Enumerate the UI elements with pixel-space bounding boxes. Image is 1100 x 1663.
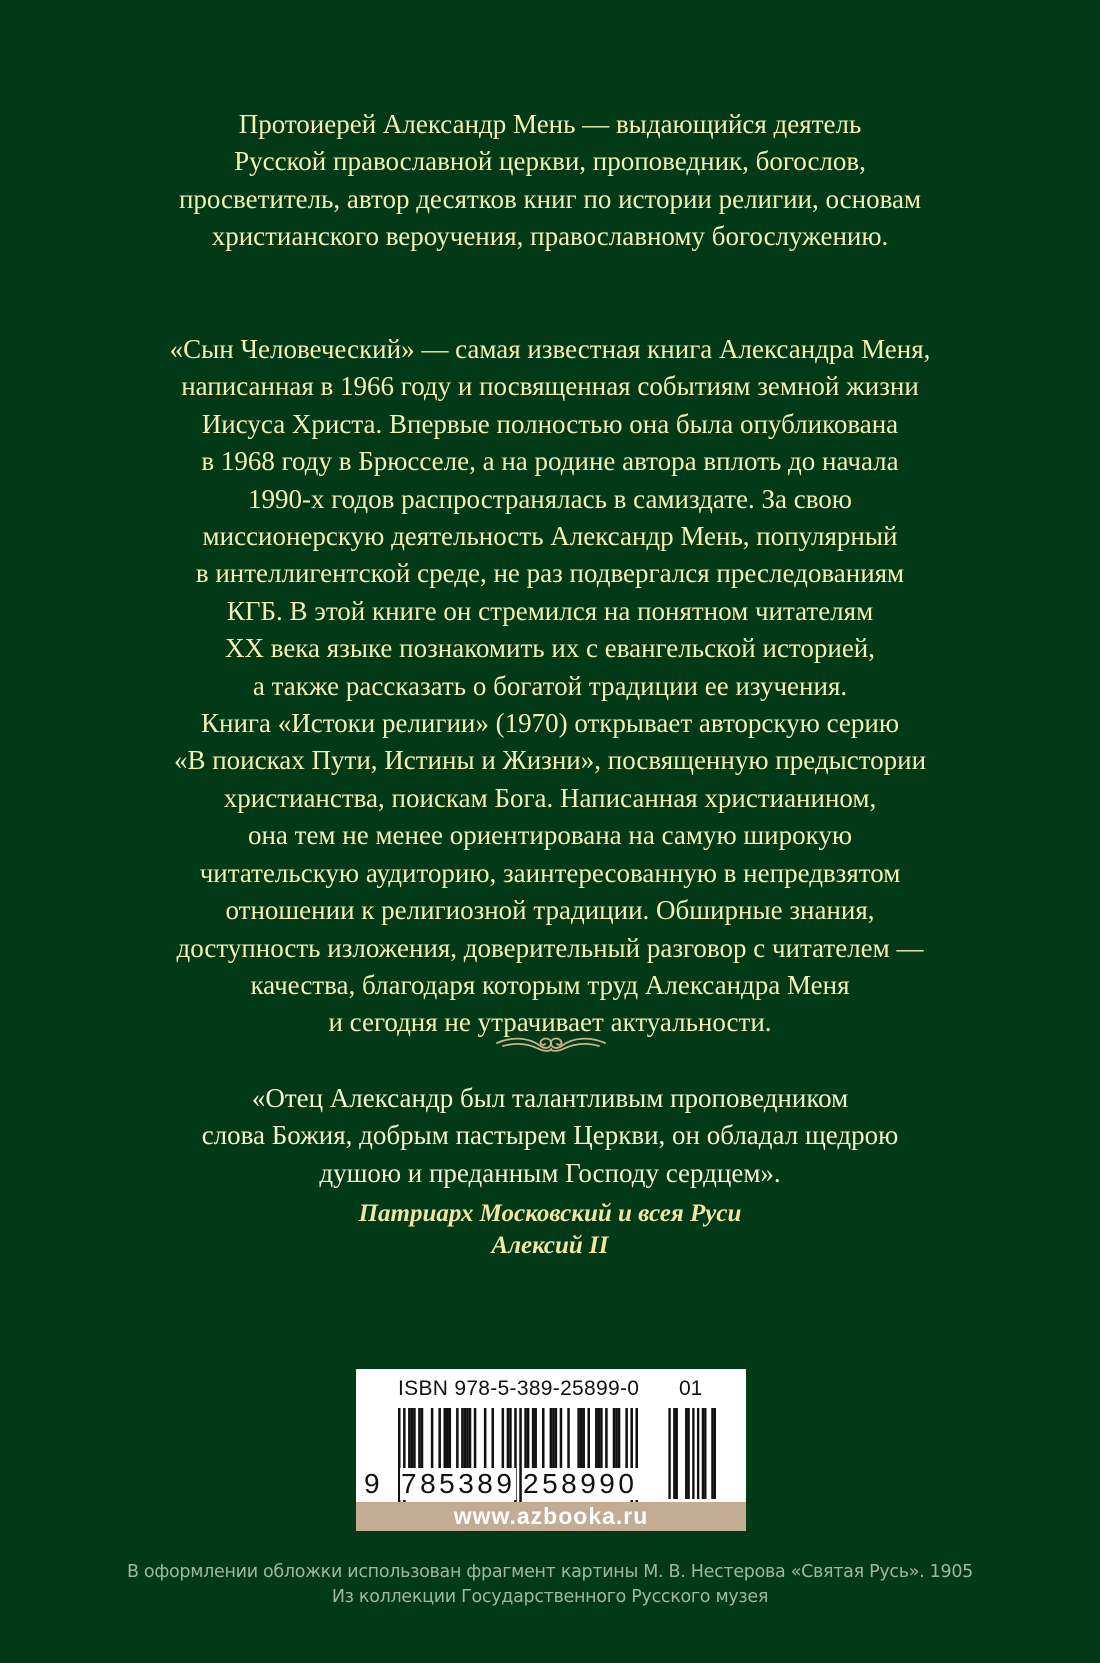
ean-right-group: 258990: [523, 1468, 638, 1499]
text-line: и сегодня не утрачивает актуальности.: [328, 1007, 772, 1038]
text-line: отношении к религиозной традиции. Обширные знания,: [225, 895, 875, 926]
addon-label: 01: [679, 1377, 703, 1400]
attribution-title: Патриарх Московский и всея Руси: [358, 1200, 742, 1227]
text-line: 1990-х годов распространялась в самиздате. За свою: [248, 483, 852, 514]
publisher-url-band: [356, 1502, 746, 1531]
text-line: в 1968 году в Брюсселе, а на родине автора вплоть до начала: [201, 446, 899, 477]
quote-line: «Отец Александр был талантливым проповедником: [251, 1083, 849, 1113]
credit-line: В оформлении обложки использован фрагмент картины М. В. Нестерова «Святая Русь». 1905: [126, 1562, 974, 1582]
text-line: а также рассказать о богатой традиции ее изучения.: [252, 670, 848, 701]
text-line: читательскую аудиторию, заинтересованную в непредвзятом: [199, 857, 901, 888]
text-line: «В поисках Пути, Истины и Жизни», посвященную предыстории: [173, 745, 927, 776]
text-line: христианского вероучения, православному богослужению.: [211, 221, 889, 252]
ean-left-group: 785389: [401, 1468, 516, 1499]
text-line: в интеллигентской среде, не раз подвергался преследованиям: [195, 558, 905, 589]
text-line: она тем не менее ориентирована на самую широкую: [247, 820, 853, 851]
text-line: христианства, поискам Бога. Написанная христианином,: [223, 782, 877, 813]
text-line: миссионерскую деятельность Александр Мень, популярный: [202, 521, 898, 552]
quote-line: слова Божия, добрым пастырем Церкви, он обладал щедрою: [201, 1120, 899, 1151]
description-paragraph-1: [0, 106, 1100, 256]
flourish-divider-icon: [495, 1032, 607, 1054]
text-line: КГБ. В этой книге он стремился на понятном читателям: [226, 595, 874, 626]
isbn-label: ISBN 978-5-389-25899-0: [398, 1377, 640, 1400]
text-line: качества, благодаря которым труд Александра Меня: [250, 969, 850, 1000]
credit-line: Из коллекции Государственного Русского музея: [331, 1587, 769, 1607]
text-line: доступность изложения, доверительный разговор с читателем —: [176, 932, 924, 963]
addon-bars: [666, 1408, 716, 1499]
text-line: Книга «Истоки религии» (1970) открывает авторскую серию: [201, 708, 899, 739]
cover-credits: [0, 1560, 1100, 1610]
text-line: Русской православной церкви, проповедник, богослов,: [234, 146, 866, 177]
publisher-url: www.azbooka.ru: [453, 1503, 649, 1529]
text-line: написанная в 1966 году и посвященная событиям земной жизни: [181, 371, 919, 402]
quote-line: душою и преданным Господу сердцем».: [319, 1157, 781, 1188]
isbn-barcode: [356, 1369, 746, 1531]
text-line: «Сын Человеческий» — самая известная книга Александра Меня,: [169, 334, 931, 364]
description-paragraph-2: [0, 331, 1100, 1042]
patriarch-quote: [0, 1080, 1100, 1192]
text-line: Протоиерей Александр Мень — выдающийся деятель: [238, 109, 862, 139]
text-line: просветитель, автор десятков книг по истории религии, основам: [178, 183, 922, 214]
ean-first-digit: 9: [364, 1468, 380, 1499]
text-line: XX века языке познакомить их с евангельской историей,: [224, 633, 876, 664]
attribution-name: Алексий II: [491, 1232, 609, 1259]
text-line: Иисуса Христа. Впервые полностью она была опубликована: [201, 408, 899, 439]
quote-attribution: [0, 1198, 1100, 1262]
